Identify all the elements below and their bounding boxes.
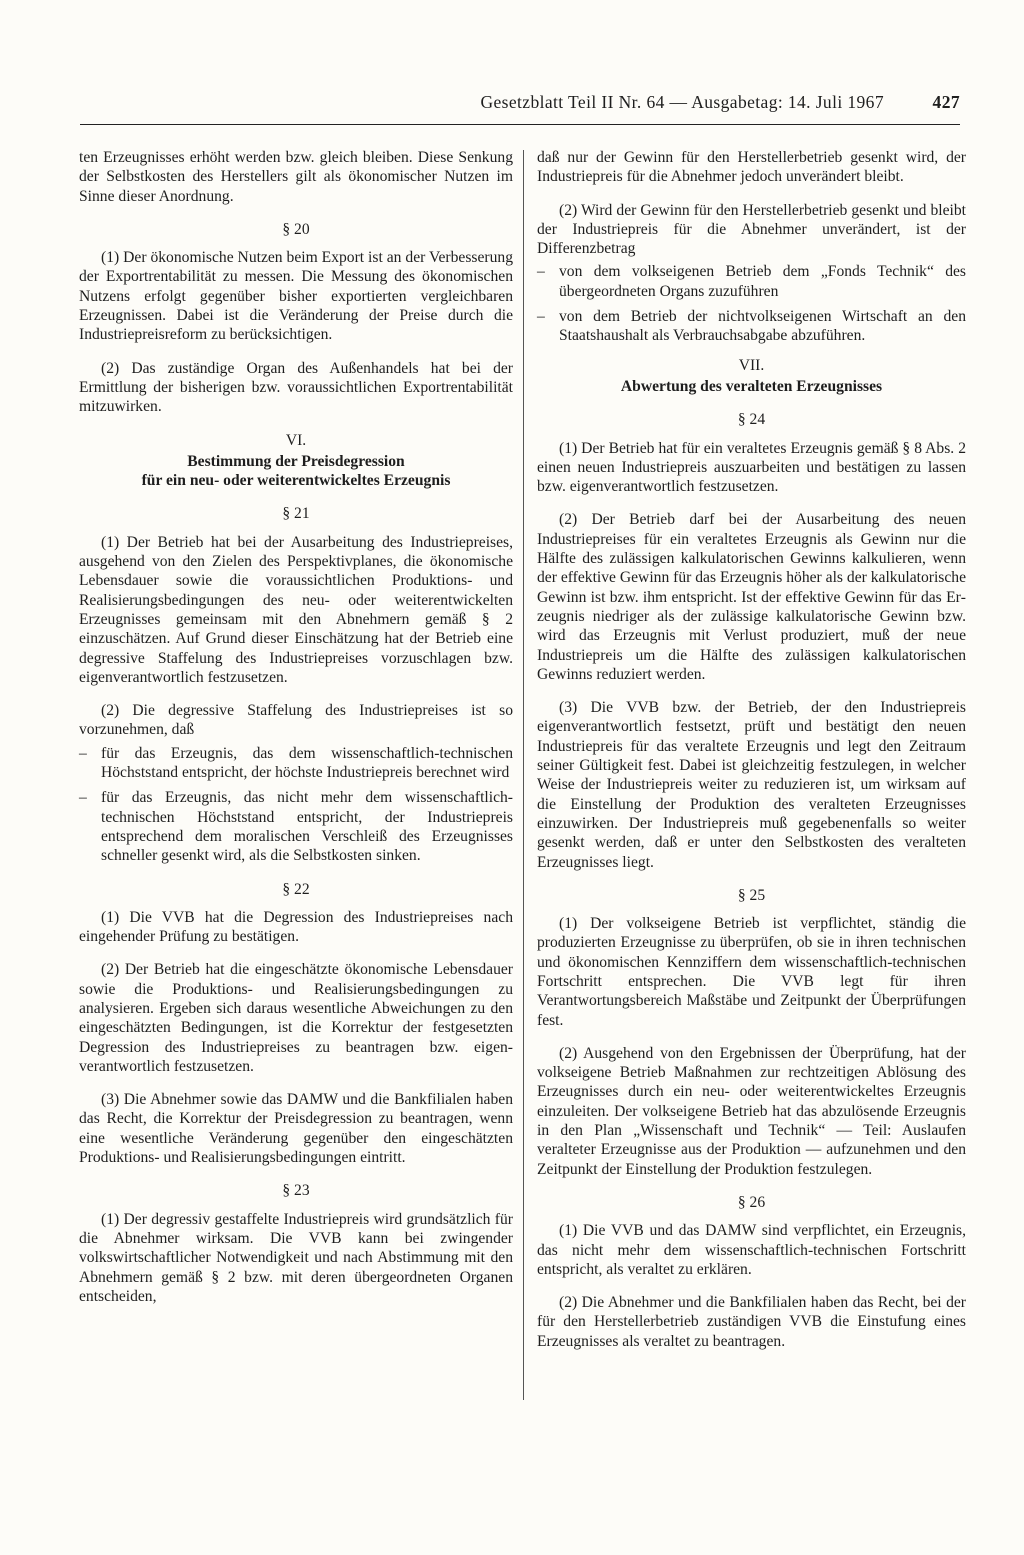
right-column [537, 148, 966, 1365]
dash-mark: – [537, 308, 545, 326]
left-column [79, 148, 513, 1320]
paragraph: (2) Der Betrieb darf bei der Ausarbeitung des neuen Industriepreises für ein veraltetes Erzeugnis als Gewinn nur die Hälfte des zulässigen kalkulatorischen Gewinns kalkulieren, wenn der effektive Gewinn für das Erzeugnis höher als der kalkulatorische Gewinn ist bzw. ihm entspricht. Ist der effektive Gewinn für das Erzeugnis niedriger als der zulässige kalkulatorische Gewinn bzw. wird das Erzeugnis mit Verlust produziert, muß der neue Industriepreis um die Hälfte des zulässigen kalkulatorischen Gewinns reduziert werden. [537, 511, 966, 683]
dash-list-item [537, 262, 966, 301]
paragraph: (1) Der volkseigene Betrieb ist verpflichtet, ständig die produzierten Erzeugnisse zu überprüfen, ob sie in ihren technischen und ökonomischen Kennziffern dem wissenschaftlich-technischen Fortschritt entsprechen. Die VVB legt für ihren Verantwortungsbereich Maßstäbe und Zeitpunkt der Überprüfungen fest. [537, 915, 966, 1029]
paragraph-heading-26: § 26 [737, 1193, 766, 1211]
paragraph: (2) Ausgehend von den Ergebnissen der Überprüfung, hat der volkseigene Betrieb Maßnahmen zur rechtzeitigen Ablösung des Erzeugnisses durch ein neu- oder weiterentwickeltes Erzeugnis einzuleiten. Der volkseigene Betrieb hat das abzulösende Erzeugnis in den Plan „Wissenschaft und Technik“ — Teil: Auslaufen veralteter Erzeugnisse aus der Produktion — aufzunehmen und den Zeitpunkt der Einstellung der Produktion festzulegen. [537, 1044, 966, 1178]
paragraph: (2) Wird der Gewinn für den Herstellerbetrieb gesenkt und bleibt der Industriepreis für die Abnehmer unverändert, ist der Differenzbetrag [537, 201, 966, 258]
paragraph-heading-20: § 20 [282, 220, 310, 238]
dash-list-item [79, 744, 513, 783]
dash-item-text: für das Erzeugnis, das dem wissenschaftlich-technischen Höchststand entspricht, der höchste Industriepreis berechnet wird [101, 744, 513, 782]
paragraph-heading-21: § 21 [282, 505, 310, 523]
paragraph: ten Erzeugnisses erhöht werden bzw. gleich bleiben. Diese Senkung der Selbstkosten des Herstellers gilt als ökonomischer Nutzen im Sinne dieser Anordnung. [79, 149, 513, 205]
paragraph: (3) Die Abnehmer sowie das DAMW und die Bankfilialen haben das Recht, die Korrektur der Preisdegression zu beantragen, wenn eine wesentliche Veränderung gegenüber den eingeschätzten Produktions- und Realisierungsbedingungen eintritt. [79, 1091, 513, 1167]
paragraph: (1) Der degressiv gestaffelte Industriepreis wird grundsätzlich für die Abnehmer wirksam. Die VVB kann bei zwingender volkswirtschaftlicher Notwendigkeit und nach Abstimmung mit den Abnehmern gemäß § 2 bzw. mit deren übergeordneten Organen entscheiden, [79, 1210, 513, 1305]
paragraph: (2) Die Abnehmer und die Bankfilialen haben das Recht, bei der für den Herstellerbetrieb zuständigen VVB die Einstufung eines Erzeugnisses als veraltet zu beantragen. [537, 1294, 966, 1350]
paragraph: (1) Die VVB und das DAMW sind verpflichtet, ein Erzeugnis, das nicht mehr dem wissenschaftlich-technischen Fortschritt entspricht, als veraltet zu erklären. [537, 1222, 966, 1278]
dash-list-item [537, 307, 966, 346]
column-divider [523, 150, 524, 1400]
section-number: VII. [738, 356, 765, 374]
dash-mark: – [79, 744, 87, 762]
section-title-line: Bestimmung der Preisdegression [187, 452, 405, 470]
header-rule [80, 124, 960, 125]
paragraph: (3) Die VVB bzw. der Betrieb, der den Industriepreis eigenverantwortlich festsetzt, prüft und bestätigt den neuen Industriepreis für das veraltete Erzeugnis und legt den Zeitraum seiner Gültigkeit fest. Dabei ist gleichzeitig festzulegen, in welcher Weise der Industriepreis weiter zu reduzieren ist, um wirksam auf die Einstellung der Produktion des veralteten Erzeugnisses einzuwirken. Der Industriepreis muß gegebenenfalls so weiter gesenkt werden, daß er unter den Selbstkosten des veralteten Erzeugnisses liegt. [537, 699, 966, 871]
page-number: 427 [932, 92, 960, 112]
header-title: Gesetzblatt Teil II Nr. 64 — Ausgabetag: 14. Juli 1967 [480, 92, 884, 112]
dash-item-text: für das Erzeugnis, das nicht mehr dem wissenschaftlich-technischen Höchststand entspricht, der Industriepreis entsprechend dem moralischen Verschleiß des Erzeugnisses schneller gesenkt wird, als die Selbstkosten sinken. [101, 789, 513, 865]
section-heading-vii [537, 356, 966, 397]
section-title-line: Abwertung des veralteten Erzeugnisses [620, 377, 883, 395]
paragraph: (2) Das zuständige Organ des Außenhandels hat bei der Ermittlung der bisherigen bzw. voraussichtlichen Exportrentabilität mitzuwirken. [79, 359, 513, 416]
dash-mark: – [537, 263, 545, 281]
dash-mark: – [79, 789, 87, 807]
paragraph-heading-22: § 22 [282, 880, 310, 898]
dash-list-item [79, 788, 513, 865]
section-title-line: für ein neu- oder weiterentwickeltes Erzeugnis [141, 472, 451, 490]
paragraph: (1) Der Betrieb hat bei der Ausarbeitung des Industriepreises, ausgehend von den Zielen des Perspektivplanes, die ökonomische Lebensdauer sowie die voraussichtlichen Produktions- und Realisierungsbedingungen des neu- oder weiterentwickelten Erzeugnisses gemeinsam mit den Abnehmern gemäß § 2 einzuschätzen. Auf Grund dieser Einschätzung hat der Betrieb eine degressive Staffelung des Industriepreises vorzuschlagen bzw. eigenverantwortlich festzusetzen. [79, 533, 513, 686]
paragraph: (2) Die degressive Staffelung des Industriepreises ist so vorzunehmen, daß [79, 702, 513, 739]
section-number: VI. [285, 431, 307, 449]
dash-item-text: von dem Betrieb der nichtvolkseigenen Wirtschaft an den Staatshaushalt als Verbrauchsabgabe abzuführen. [559, 308, 966, 345]
page-header [80, 86, 960, 126]
paragraph: (1) Die VVB hat die Degression des Industriepreises nach eingehender Prüfung zu bestätigen. [79, 908, 513, 946]
paragraph-heading-23: § 23 [282, 1182, 310, 1200]
section-heading-vi [79, 431, 513, 491]
paragraph: (1) Der ökonomische Nutzen beim Export ist an der Verbesserung der Exportrentabilität zu messen. Die Messung des ökonomischen Nutzens erfolgt gegenüber bisher exportierten vergleichbaren Erzeugnissen. Dabei ist die Veränderung der Preise durch die Industriepreisreform zu berücksichtigen. [79, 249, 513, 344]
paragraph-heading-25: § 25 [737, 886, 766, 904]
paragraph: daß nur der Gewinn für den Herstellerbetrieb gesenkt wird, der Industriepreis für die Abnehmer jedoch unverändert bleibt. [537, 149, 966, 186]
dash-item-text: von dem volkseigenen Betrieb dem „Fonds Technik“ des übergeordneten Organs zuzuführen [559, 263, 966, 300]
paragraph-heading-24: § 24 [737, 411, 766, 429]
paragraph: (1) Der Betrieb hat für ein veraltetes Erzeugnis gemäß § 8 Abs. 2 einen neuen Industriepreis auszuarbeiten und bestätigen zu lassen bzw. eigenverantwortlich festzusetzen. [537, 439, 966, 496]
paragraph: (2) Der Betrieb hat die eingeschätzte ökonomische Lebensdauer sowie die Produktions- und Realisierungsbedingungen zu analysieren. Ergeben sich daraus wesentliche Abweichungen zu den eingeschätzten Bedingungen, ist die Korrektur der festgesetzten Degression des Industriepreises zu beantragen bzw. eigenverantwortlich festzusetzen. [79, 961, 513, 1075]
